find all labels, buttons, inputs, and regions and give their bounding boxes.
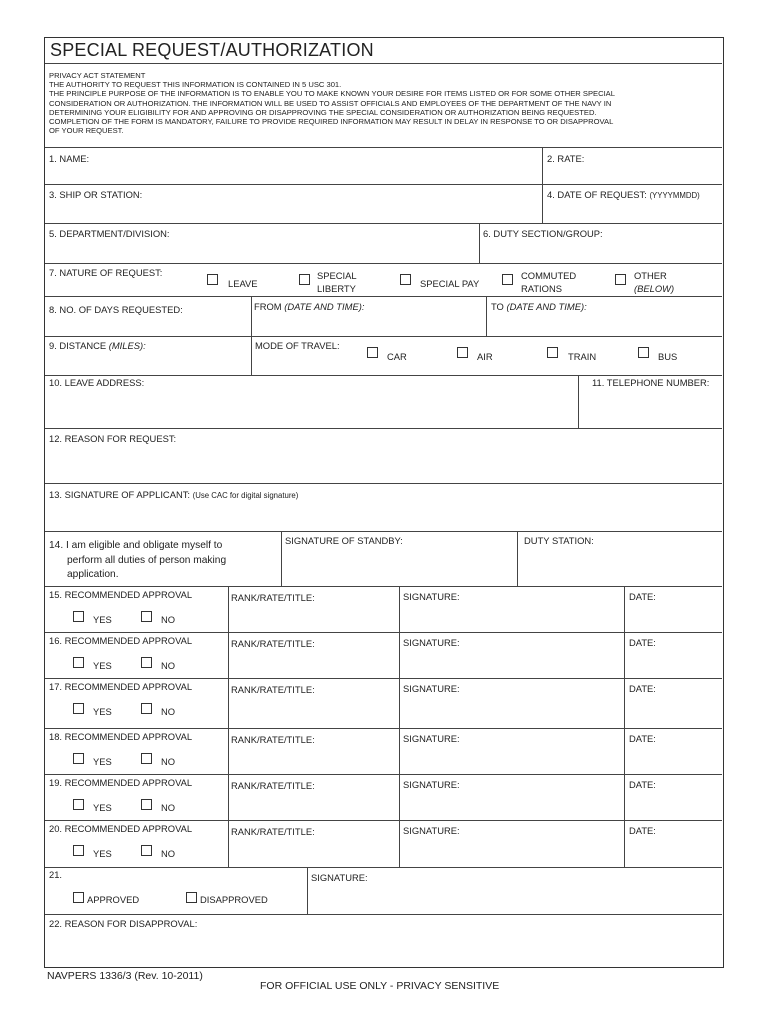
- recommender-signature-label: SIGNATURE:: [403, 637, 460, 648]
- other-checkbox[interactable]: [615, 274, 626, 285]
- leave-label: LEAVE: [228, 278, 258, 289]
- days-requested-label: 8. NO. OF DAYS REQUESTED:: [49, 304, 183, 315]
- yes-label: YES: [93, 756, 112, 767]
- recommended-approval-label: 15. RECOMMENDED APPROVAL: [49, 589, 193, 600]
- eligibility-statement: 14. I am eligible and obligate myself to perform all duties of person making application.: [49, 540, 227, 580]
- special-request-form: [44, 37, 724, 968]
- special-liberty-label-2: LIBERTY: [317, 283, 356, 294]
- from-date-label: FROM (DATE AND TIME):: [254, 301, 365, 312]
- no-label: NO: [161, 848, 176, 859]
- recommend-no-checkbox[interactable]: [141, 657, 152, 668]
- date-of-request-field[interactable]: [543, 185, 722, 223]
- from-date-field[interactable]: [252, 297, 486, 336]
- reason-label: 12. REASON FOR REQUEST:: [49, 433, 177, 444]
- rank-rate-title-label: RANK/RATE/TITLE:: [231, 592, 315, 603]
- nature-of-request-label: 7. NATURE OF REQUEST:: [49, 267, 163, 278]
- train-label: TRAIN: [568, 351, 597, 362]
- recommendation-date-label: DATE:: [629, 683, 656, 694]
- form-title: SPECIAL REQUEST/AUTHORIZATION: [50, 40, 374, 60]
- privacy-line: PRIVACY ACT STATEMENT: [49, 71, 146, 80]
- special-liberty-checkbox[interactable]: [299, 274, 310, 285]
- rank-rate-title-field[interactable]: [229, 587, 399, 632]
- rank-rate-title-field[interactable]: [229, 775, 399, 820]
- leave-checkbox[interactable]: [207, 274, 218, 285]
- recommender-signature-field[interactable]: [400, 775, 624, 820]
- rank-rate-title-label: RANK/RATE/TITLE:: [231, 684, 315, 695]
- form-number: NAVPERS 1336/3 (Rev. 10-2011): [47, 970, 203, 982]
- recommender-signature-label: SIGNATURE:: [403, 683, 460, 694]
- rank-rate-title-field[interactable]: [229, 633, 399, 678]
- recommend-yes-checkbox[interactable]: [73, 845, 84, 856]
- recommender-signature-field[interactable]: [400, 679, 624, 728]
- disapproved-checkbox[interactable]: [186, 892, 197, 903]
- reason-field[interactable]: [45, 429, 722, 483]
- disapproval-reason-field[interactable]: [45, 915, 722, 967]
- duty-station-label: DUTY STATION:: [524, 535, 594, 546]
- rank-rate-title-field[interactable]: [229, 821, 399, 867]
- telephone-field[interactable]: [579, 376, 722, 428]
- rate-field[interactable]: [543, 148, 722, 184]
- applicant-signature-field[interactable]: [45, 484, 722, 531]
- recommend-no-checkbox[interactable]: [141, 703, 152, 714]
- commuted-rations-checkbox[interactable]: [502, 274, 513, 285]
- recommendation-date-label: DATE:: [629, 637, 656, 648]
- recommender-signature-field[interactable]: [400, 587, 624, 632]
- duty-section-field[interactable]: [480, 224, 722, 262]
- yes-label: YES: [93, 706, 112, 717]
- train-checkbox[interactable]: [547, 347, 558, 358]
- recommended-approval-label: 18. RECOMMENDED APPROVAL: [49, 731, 193, 742]
- recommender-signature-field[interactable]: [400, 729, 624, 774]
- recommendation-date-field[interactable]: [625, 775, 722, 820]
- disapproval-reason-label: 22. REASON FOR DISAPPROVAL:: [49, 918, 198, 929]
- privacy-line: THE AUTHORITY TO REQUEST THIS INFORMATION IS CONTAINED IN 5 USC 301.: [49, 80, 342, 90]
- no-label: NO: [161, 756, 176, 767]
- privacy-line: OF YOUR REQUEST.: [49, 126, 124, 136]
- recommender-signature-field[interactable]: [400, 821, 624, 867]
- privacy-act-statement: [49, 71, 719, 135]
- approved-label: APPROVED: [87, 894, 140, 905]
- recommender-signature-field[interactable]: [400, 633, 624, 678]
- recommend-no-checkbox[interactable]: [141, 845, 152, 856]
- commuted-rations-label-2: RATIONS: [521, 283, 562, 294]
- recommendation-date-field[interactable]: [625, 679, 722, 728]
- leave-address-label: 10. LEAVE ADDRESS:: [49, 377, 145, 388]
- no-label: NO: [161, 706, 176, 717]
- no-label: NO: [161, 660, 176, 671]
- recommender-signature-label: SIGNATURE:: [403, 779, 460, 790]
- approval-signature-label: SIGNATURE:: [311, 872, 368, 883]
- distance-label: 9. DISTANCE (MILES):: [49, 340, 146, 351]
- rank-rate-title-label: RANK/RATE/TITLE:: [231, 734, 315, 745]
- recommendation-date-field[interactable]: [625, 587, 722, 632]
- disapproved-label: DISAPPROVED: [200, 894, 268, 905]
- recommender-signature-label: SIGNATURE:: [403, 733, 460, 744]
- ship-station-field[interactable]: [45, 185, 542, 223]
- recommender-signature-label: SIGNATURE:: [403, 591, 460, 602]
- standby-signature-field[interactable]: [282, 532, 517, 586]
- recommend-no-checkbox[interactable]: [141, 799, 152, 810]
- air-label: AIR: [477, 351, 493, 362]
- ship-station-label: 3. SHIP OR STATION:: [49, 189, 143, 200]
- recommendation-date-field[interactable]: [625, 633, 722, 678]
- to-date-field[interactable]: [487, 297, 722, 336]
- recommend-yes-checkbox[interactable]: [73, 799, 84, 810]
- recommendation-date-field[interactable]: [625, 821, 722, 867]
- rank-rate-title-label: RANK/RATE/TITLE:: [231, 780, 315, 791]
- mode-of-travel-label: MODE OF TRAVEL:: [255, 340, 340, 351]
- approval-number-label: 21.: [49, 869, 63, 880]
- yes-label: YES: [93, 614, 112, 625]
- car-label: CAR: [387, 351, 407, 362]
- recommended-approval-label: 20. RECOMMENDED APPROVAL: [49, 823, 193, 834]
- privacy-line: COMPLETION OF THE FORM IS MANDATORY, FAILURE TO PROVIDE REQUIRED INFORMATION MAY RESULT IN DELAY IN RESPONSE TO OR DISAPPROVAL: [49, 117, 614, 127]
- recommended-approval-label: 19. RECOMMENDED APPROVAL: [49, 777, 193, 788]
- recommend-yes-checkbox[interactable]: [73, 753, 84, 764]
- days-requested-field[interactable]: [45, 297, 251, 336]
- recommendation-date-label: DATE:: [629, 733, 656, 744]
- recommendation-date-field[interactable]: [625, 729, 722, 774]
- rank-rate-title-label: RANK/RATE/TITLE:: [231, 638, 315, 649]
- name-field[interactable]: [45, 148, 542, 184]
- rate-label: 2. RATE:: [547, 153, 585, 164]
- special-liberty-label-1: SPECIAL: [317, 270, 357, 281]
- department-label: 5. DEPARTMENT/DIVISION:: [49, 228, 170, 239]
- rank-rate-title-label: RANK/RATE/TITLE:: [231, 826, 315, 837]
- no-label: NO: [161, 614, 176, 625]
- recommend-no-checkbox[interactable]: [141, 753, 152, 764]
- bus-label: BUS: [658, 351, 678, 362]
- special-pay-checkbox[interactable]: [400, 274, 411, 285]
- rank-rate-title-field[interactable]: [229, 729, 399, 774]
- telephone-label: 11. TELEPHONE NUMBER:: [592, 377, 710, 388]
- yes-label: YES: [93, 802, 112, 813]
- privacy-line: CONSIDERATION OR AUTHORIZATION. THE INFORMATION WILL BE USED TO ASSIST OFFICIALS AND EMPLOYEES OF THE DEPARTMENT OF THE NAVY IN: [49, 98, 612, 108]
- date-of-request-label: 4. DATE OF REQUEST: (YYYYMMDD): [547, 189, 700, 200]
- distance-field[interactable]: [45, 337, 251, 375]
- duty-station-field[interactable]: [518, 532, 722, 586]
- recommend-no-checkbox[interactable]: [141, 611, 152, 622]
- approved-checkbox[interactable]: [73, 892, 84, 903]
- privacy-line: DETERMINING YOUR ELIGIBILITY FOR AND APPROVING OR DISAPPROVING THE SPECIAL CONSIDERATION OR AUTHORIZATION BEING REQUESTED.: [49, 107, 597, 117]
- other-label-1: OTHER: [634, 270, 667, 281]
- recommended-approval-label: 17. RECOMMENDED APPROVAL: [49, 681, 193, 692]
- department-field[interactable]: [45, 224, 479, 262]
- recommend-yes-checkbox[interactable]: [73, 703, 84, 714]
- no-label: NO: [161, 802, 176, 813]
- standby-signature-label: SIGNATURE OF STANDBY:: [285, 535, 403, 546]
- rank-rate-title-field[interactable]: [229, 679, 399, 728]
- recommendation-date-label: DATE:: [629, 825, 656, 836]
- recommendation-date-label: DATE:: [629, 779, 656, 790]
- special-pay-label: SPECIAL PAY: [420, 278, 480, 289]
- air-checkbox[interactable]: [457, 347, 468, 358]
- other-label-2: (BELOW): [634, 283, 675, 294]
- commuted-rations-label-1: COMMUTED: [521, 270, 577, 281]
- applicant-signature-label: 13. SIGNATURE OF APPLICANT: (Use CAC for digital signature): [49, 489, 299, 500]
- car-checkbox[interactable]: [367, 347, 378, 358]
- to-date-label: TO (DATE AND TIME):: [491, 301, 587, 312]
- classification-marking: FOR OFFICIAL USE ONLY - PRIVACY SENSITIVE: [260, 980, 500, 992]
- leave-address-field[interactable]: [45, 376, 578, 428]
- yes-label: YES: [93, 660, 112, 671]
- yes-label: YES: [93, 848, 112, 859]
- recommend-yes-checkbox[interactable]: [73, 611, 84, 622]
- recommend-yes-checkbox[interactable]: [73, 657, 84, 668]
- duty-section-label: 6. DUTY SECTION/GROUP:: [483, 228, 603, 239]
- privacy-line: THE PRINCIPLE PURPOSE OF THE INFORMATION IS TO ENABLE YOU TO MAKE KNOWN YOUR DESIRE FOR ITEMS LISTED OR FOR SOME OTHER SPECIAL: [49, 89, 615, 99]
- name-label: 1. NAME:: [49, 153, 90, 164]
- approval-signature-field[interactable]: [308, 868, 722, 913]
- recommendation-date-label: DATE:: [629, 591, 656, 602]
- recommended-approval-label: 16. RECOMMENDED APPROVAL: [49, 635, 193, 646]
- bus-checkbox[interactable]: [638, 347, 649, 358]
- recommender-signature-label: SIGNATURE:: [403, 825, 460, 836]
